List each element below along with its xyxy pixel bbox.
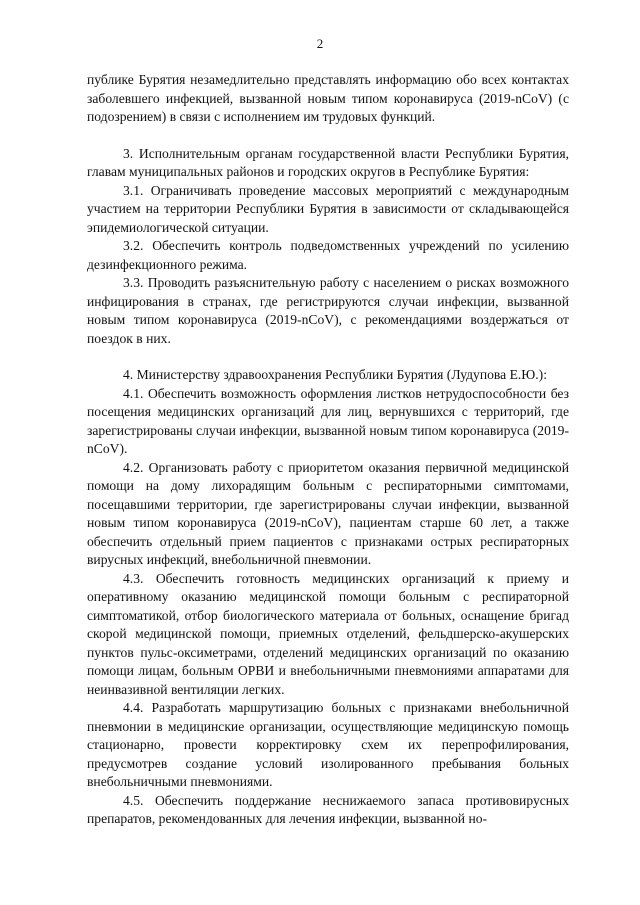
paragraph-continuation: публике Бурятия незамедлительно представлять информацию обо всех контактах заболевшего инфекцией, вызванной новым типом коронавируса (2019-nCoV) (с подозрением) в связи с исполнением им трудовых функций. — [87, 72, 569, 124]
paragraph-section-4: 4. Министерству здравоохранения Республики Бурятия (Лудупова Е.Ю.): — [123, 367, 547, 382]
paragraph-section-3: 3. Исполнительным органам государственной власти Республики Бурятия, главам муниципальных районов и городских округов в Республике Бурятия: — [87, 145, 569, 179]
paragraph-4-4: 4.4. Разработать маршрутизацию больных с признаками внебольничной пневмонии в медицинские организации, осуществляющие медицинскую помощь стационарно, провести корректировку схем их перепрофилирования, предусмотрев создание условий изолированного пребывания больных внебольничными пневмониями. — [87, 700, 569, 789]
paragraph-3-2: 3.2. Обеспечить контроль подведомственных учреждений по усилению дезинфекционного режима. — [87, 238, 569, 272]
page-number: 2 — [316, 36, 324, 51]
paragraph-3-1: 3.1. Ограничивать проведение массовых мероприятий с международным участием на территории Республики Бурятия в зависимости от складывающейся эпидемиологической ситуации. — [87, 182, 569, 235]
document-body — [87, 71, 569, 829]
paragraph-4-3: 4.3. Обеспечить готовность медицинских организаций к приему и оперативному оказанию медицинской помощи больным с респираторной симптоматикой, отбор биологического материала от больных, оснащение бригад скорой медицинской помощи, приемных отделений, фельдшерско-акушерских пунктов пульс-оксиметрами, отделений медицинских организаций по оказанию помощи лицам, больным ОРВИ и внебольничными пневмониями аппаратами для неинвазивной вентиляции легких. — [87, 570, 569, 697]
paragraph-4-2: 4.2. Организовать работу с приоритетом оказания первичной медицинской помощи на дому лихорадящим больным с респираторными симптомами, посещавшими территории, где зарегистрированы случаи инфекции, вызванной новым типом коронавируса (2019-nCoV), пациентам старше 60 лет, а также обеспечить отдельный прием пациентов с признаками острых респираторных вирусных инфекций, внебольничной пневмонии. — [87, 459, 569, 567]
paragraph-4-5: 4.5. Обеспечить поддержание неснижаемого запаса противовирусных препаратов, рекомендованных для лечения инфекции, вызванной но- — [87, 792, 569, 826]
paragraph-3-3: 3.3. Проводить разъяснительную работу с населением о рисках возможного инфицирования в странах, где регистрируются случаи инфекции, вызванной новым типом коронавируса (2019-nCoV), с рекомендациями воздержаться от поездок в них. — [87, 275, 569, 346]
paragraph-4-1: 4.1. Обеспечить возможность оформления листков нетрудоспособности без посещения медицинских организаций для лиц, вернувшихся с территорий, где зарегистрированы случаи инфекции, вызванной новым типом коронавируса (2019-nCoV). — [87, 385, 569, 456]
